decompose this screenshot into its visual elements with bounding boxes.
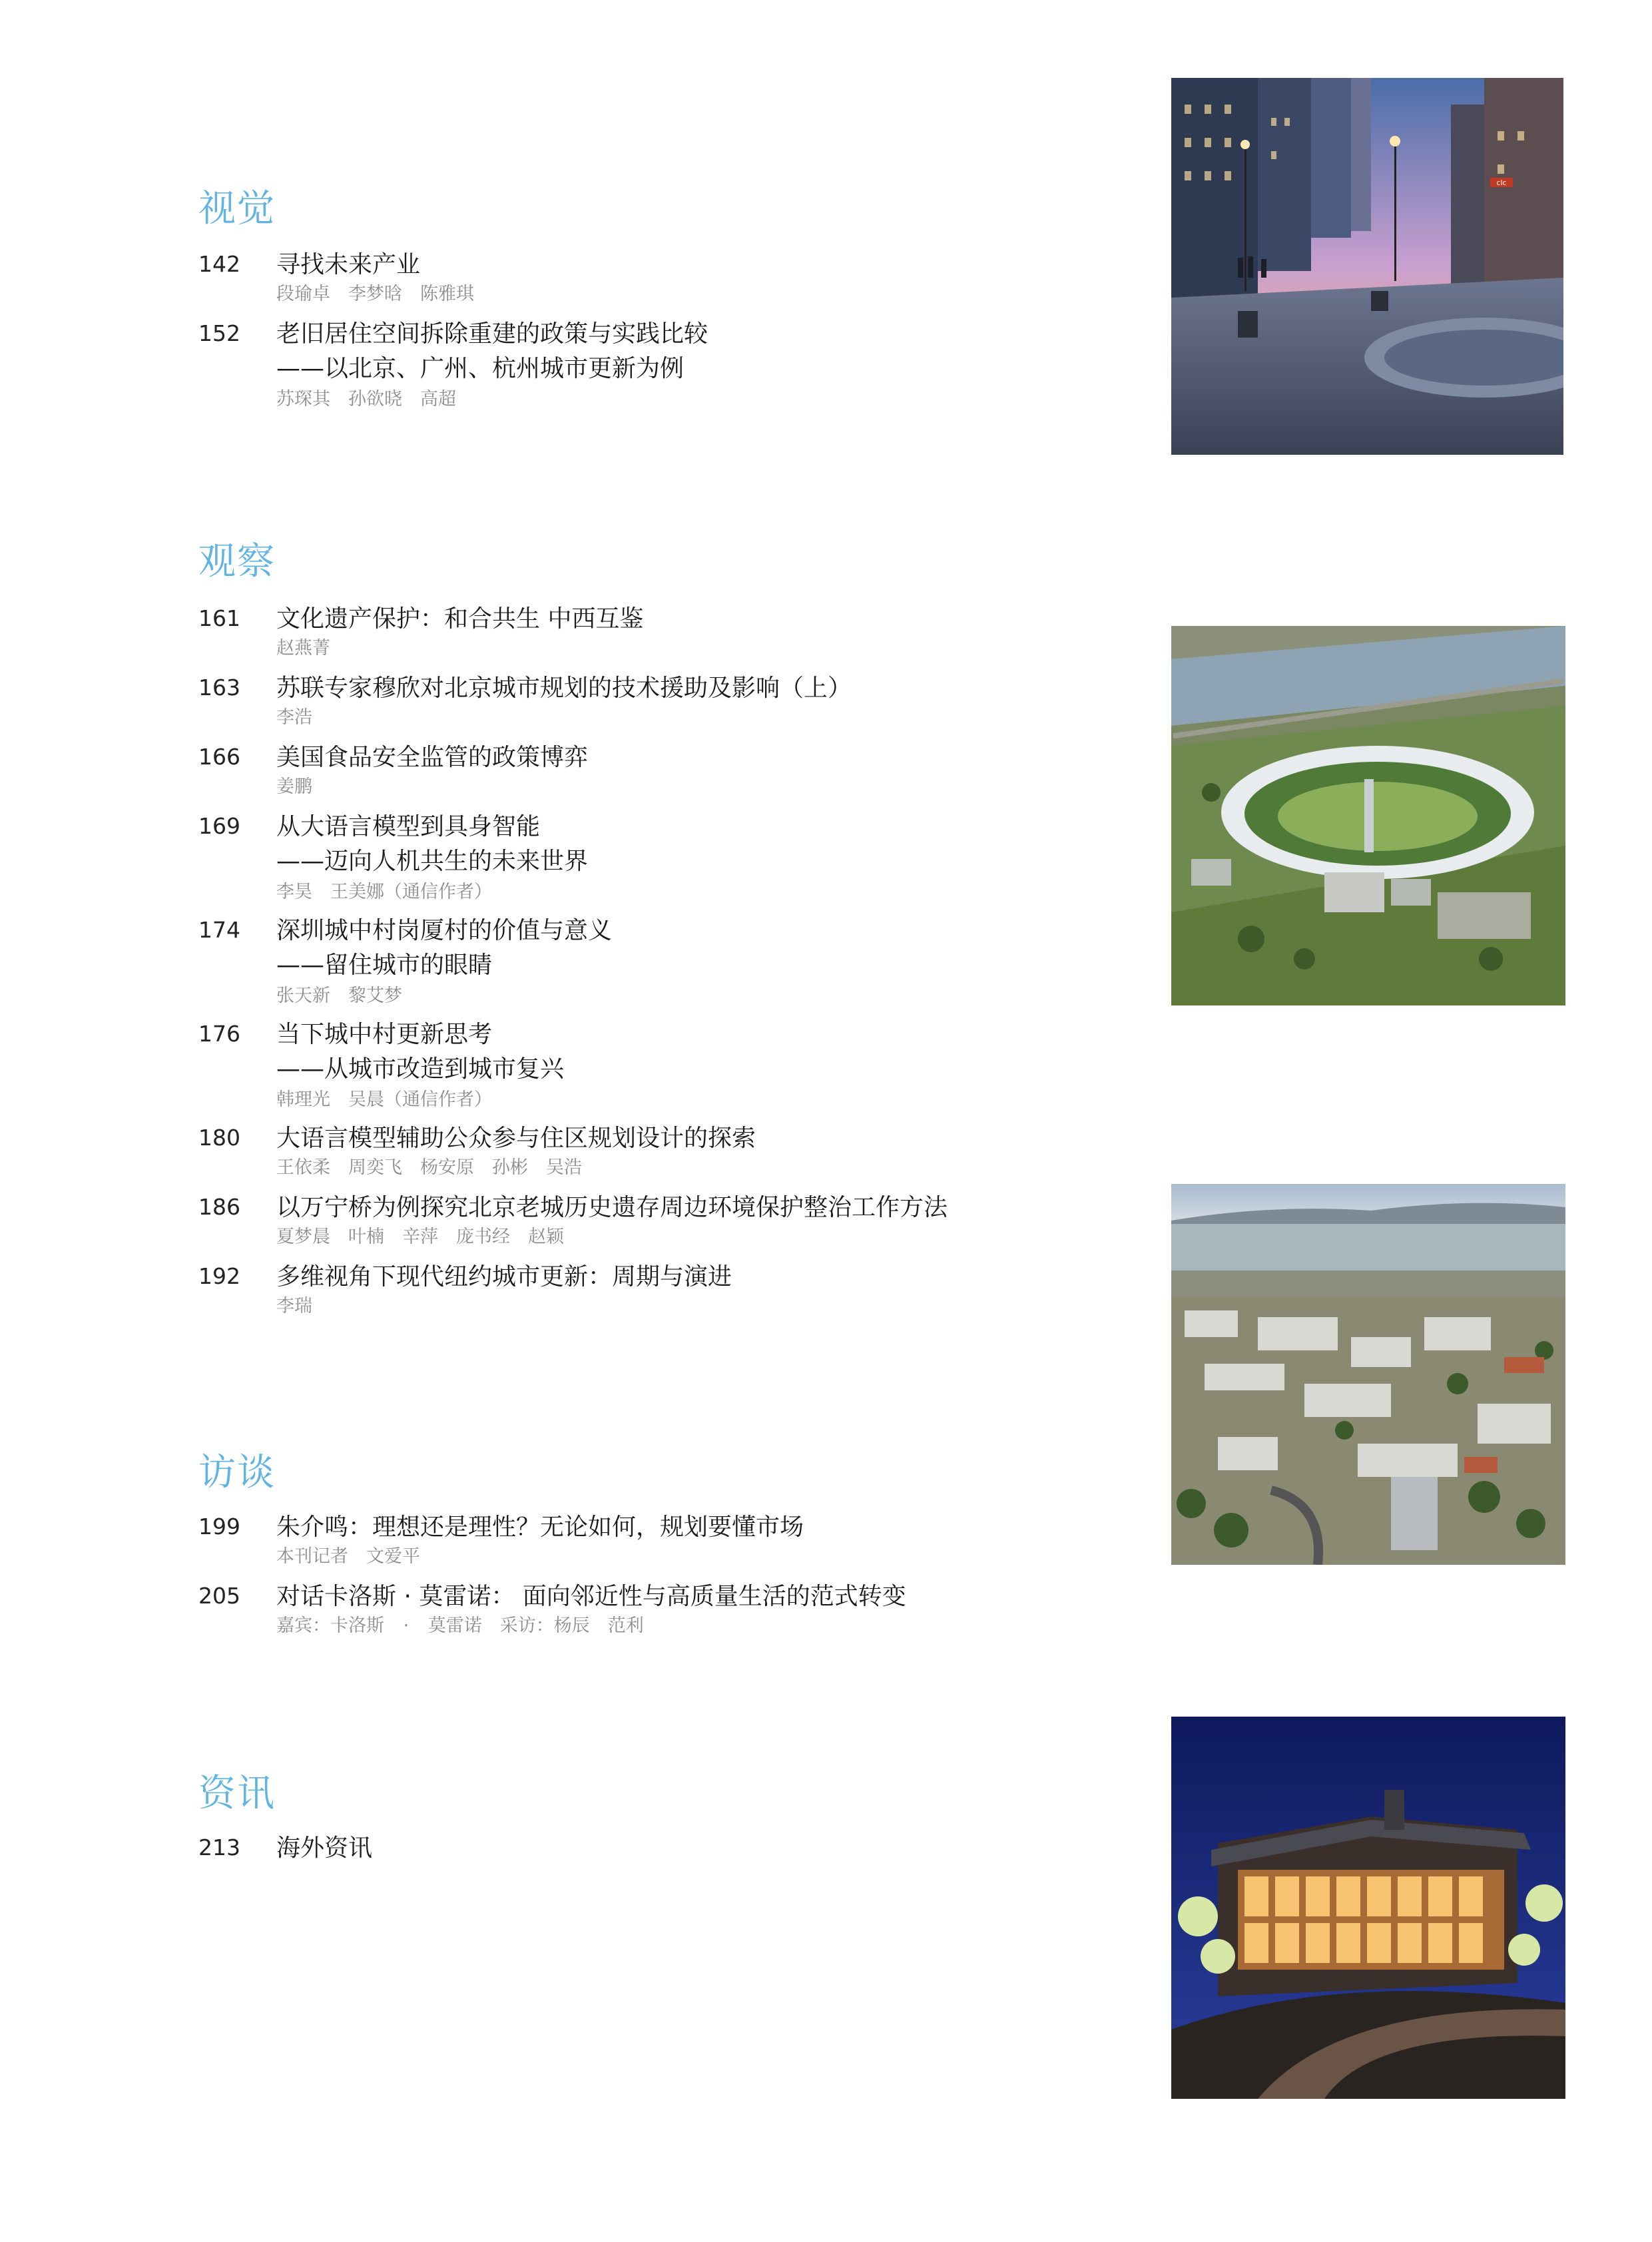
entry-title: 海外资讯 bbox=[276, 1834, 373, 1862]
section-title: 观察 bbox=[198, 540, 276, 583]
circular-facility-aerial-photo bbox=[1171, 626, 1565, 1005]
building-night-photo bbox=[1171, 1717, 1565, 2099]
entry-title: 老旧居住空间拆除重建的政策与实践比较 bbox=[276, 320, 708, 348]
entry-authors: 赵燕菁 bbox=[276, 638, 330, 659]
entry-title: 大语言模型辅助公众参与住区规划设计的探索 bbox=[276, 1125, 756, 1152]
entry-title: 多维视角下现代纽约城市更新：周期与演进 bbox=[276, 1263, 732, 1290]
page-number: 161 bbox=[198, 605, 240, 631]
section-title: 资讯 bbox=[198, 1772, 276, 1815]
entry-authors: 王依柔 周奕飞 杨安原 孙彬 吴浩 bbox=[276, 1157, 582, 1178]
entry-authors: 张天新 黎艾梦 bbox=[276, 985, 402, 1006]
entry-title: 以万宁桥为例探究北京老城历史遗存周边环境保护整治工作方法 bbox=[276, 1194, 948, 1221]
city-plaza-dusk-photo bbox=[1171, 78, 1563, 455]
page-number: 199 bbox=[198, 1514, 240, 1540]
page-number: 176 bbox=[198, 1021, 240, 1047]
entry-authors: 韩理光 吴晨（通信作者） bbox=[276, 1089, 492, 1110]
section-title: 访谈 bbox=[198, 1451, 276, 1494]
entry-title: 深圳城中村岗厦村的价值与意义 bbox=[276, 917, 613, 944]
entry-title: 文化遗产保护：和合共生 中西互鉴 bbox=[276, 605, 644, 633]
page-number: 186 bbox=[198, 1194, 240, 1220]
entry-authors: 李浩 bbox=[276, 707, 312, 728]
page-number: 152 bbox=[198, 320, 240, 346]
page-number: 205 bbox=[198, 1583, 240, 1609]
svg-text:clc: clc bbox=[1496, 178, 1507, 187]
entry-authors: 夏梦晨 叶楠 辛萍 庞书经 赵颖 bbox=[276, 1227, 564, 1247]
campus-aerial-photo bbox=[1171, 1184, 1565, 1565]
entry-subtitle: ——留住城市的眼睛 bbox=[276, 952, 493, 979]
entry-title: 苏联专家穆欣对北京城市规划的技术援助及影响（上） bbox=[276, 675, 852, 702]
entry-authors: 姜鹏 bbox=[276, 776, 312, 797]
entry-authors: 李昊 王美娜（通信作者） bbox=[276, 882, 492, 902]
page-number: 180 bbox=[198, 1125, 240, 1151]
entry-authors: 段瑜卓 李梦晗 陈雅琪 bbox=[276, 284, 474, 304]
entry-title: 朱介鸣：理想还是理性？无论如何，规划要懂市场 bbox=[276, 1514, 804, 1541]
entry-title: 对话卡洛斯 · 莫雷诺： 面向邻近性与高质量生活的范式转变 bbox=[276, 1583, 906, 1610]
section-title: 视觉 bbox=[198, 187, 276, 230]
entry-title: 当下城中村更新思考 bbox=[276, 1021, 493, 1048]
page-number: 166 bbox=[198, 744, 240, 770]
entry-authors: 嘉宾：卡洛斯 · 莫雷诺 采访：杨辰 范利 bbox=[276, 1615, 644, 1636]
entry-subtitle: ——从城市改造到城市复兴 bbox=[276, 1055, 565, 1083]
page-number: 213 bbox=[198, 1834, 240, 1860]
entry-authors: 李瑞 bbox=[276, 1296, 312, 1316]
entry-authors: 苏琛其 孙欲晓 高超 bbox=[276, 389, 456, 410]
page-number: 192 bbox=[198, 1263, 240, 1289]
entry-subtitle: ——以北京、广州、杭州城市更新为例 bbox=[276, 355, 685, 382]
entry-authors: 本刊记者 文爱平 bbox=[276, 1546, 420, 1567]
entry-subtitle: ——迈向人机共生的未来世界 bbox=[276, 848, 589, 875]
page-number: 169 bbox=[198, 813, 240, 839]
page-number: 174 bbox=[198, 917, 240, 943]
page-number: 142 bbox=[198, 251, 240, 277]
entry-title: 从大语言模型到具身智能 bbox=[276, 813, 541, 840]
entry-title: 美国食品安全监管的政策博弈 bbox=[276, 744, 589, 771]
entry-title: 寻找未来产业 bbox=[276, 251, 421, 278]
page-number: 163 bbox=[198, 675, 240, 701]
